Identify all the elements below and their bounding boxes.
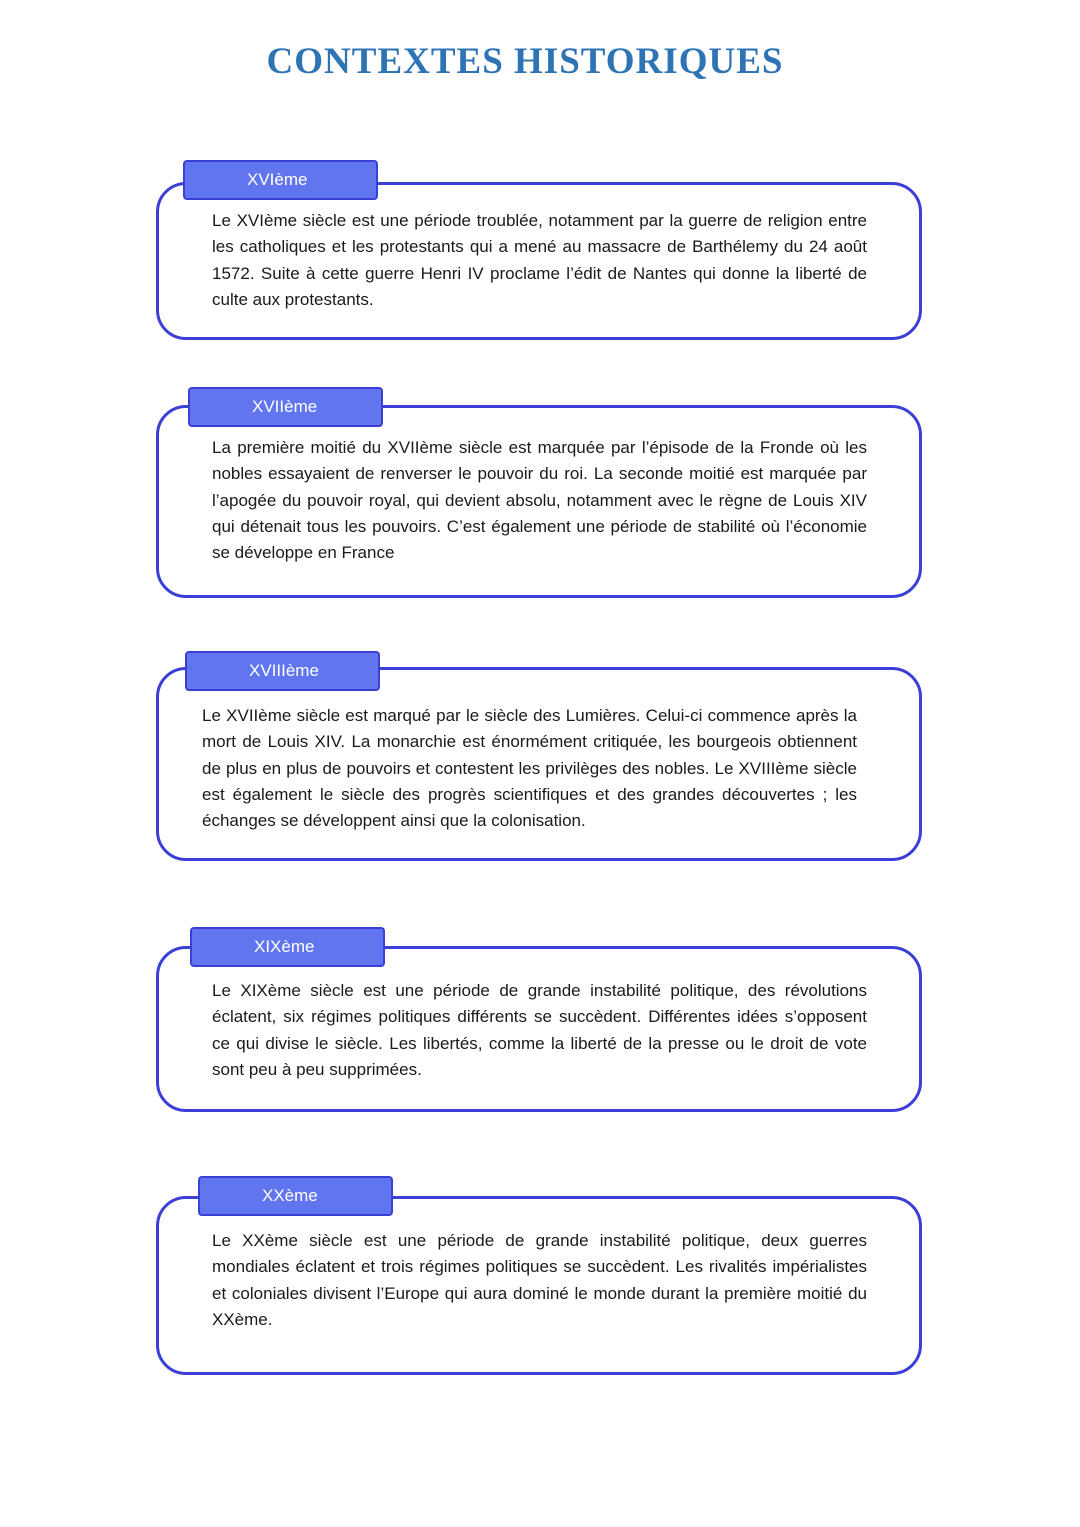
card-text: Le XIXème siècle est une période de grande instabilité politique, des révolutions éclatent, six régimes politiques différents se succèdent. Différentes idées s’opposent ce qui divise le siècle. Les libertés, comme la liberté de la presse ou le droit de vote sont peu à peu supprimées.	[212, 981, 867, 1079]
card-text: Le XVIème siècle est une période troublée, notamment par la guerre de religion entre les catholiques et les protestants qui a mené au massacre de Barthélemy du 24 août 1572. Suite à cette guerre Henri IV proclame l’édit de Nantes qui donne la liberté de culte aux protestants.	[212, 211, 867, 309]
page-title: CONTEXTES HISTORIQUES	[266, 41, 784, 82]
card-label-tab: XVIème	[183, 160, 378, 200]
card-label-tab: XIXème	[190, 927, 385, 967]
card-text: Le XVIIème siècle est marqué par le siècle des Lumières. Celui-ci commence après la mort de Louis XIV. La monarchie est énormément critiquée, les bourgeois obtiennent de plus en plus de pouvoirs et contestent les privilèges des nobles. Le XVIIIème siècle est également le siècle des progrès scientifiques et des grandes découvertes ; les échanges se développent ainsi que la colonisation.	[202, 706, 857, 831]
card-text: Le XXème siècle est une période de grande instabilité politique, deux guerres mondiales éclatent et trois régimes politiques se succèdent. Les rivalités impérialistes et coloniales divisent l’Europe qui aura dominé le monde durant la première moitié du XXème.	[212, 1231, 867, 1329]
card-label-tab: XVIIème	[188, 387, 383, 427]
card-label-tab: XXème	[198, 1176, 393, 1216]
card-label-tab: XVIIIème	[185, 651, 380, 691]
card-text: La première moitié du XVIIème siècle est marquée par l’épisode de la Fronde où les nobles essayaient de renverser le pouvoir du roi. La seconde moitié est marquée par l’apogée du pouvoir royal, qui devient absolu, notamment avec le règne de Louis XIV qui détenait tous les pouvoirs. C’est également une période de stabilité où l’économie se développe en France	[212, 438, 867, 563]
